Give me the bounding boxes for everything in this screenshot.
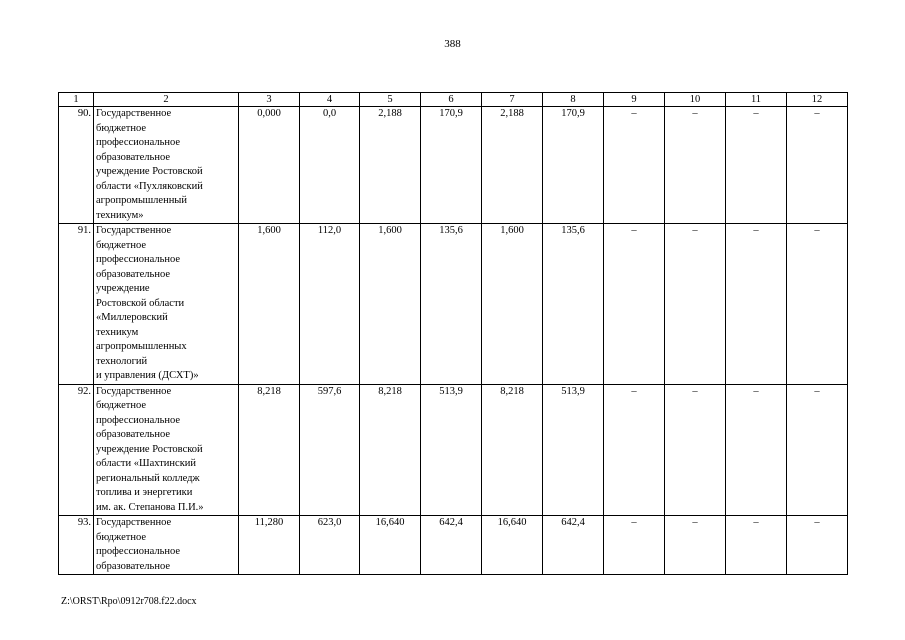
value-cell: 1,600 bbox=[482, 224, 543, 385]
value-cell: – bbox=[726, 224, 787, 385]
value-cell: – bbox=[665, 224, 726, 385]
value-cell: – bbox=[665, 384, 726, 516]
value-cell: – bbox=[665, 107, 726, 224]
value-cell: – bbox=[787, 384, 848, 516]
footer-file-path: Z:\ORST\Rpo\0912r708.f22.docx bbox=[61, 596, 197, 607]
value-cell: 8,218 bbox=[360, 384, 421, 516]
value-cell: 170,9 bbox=[421, 107, 482, 224]
value-cell: 170,9 bbox=[543, 107, 604, 224]
value-cell: 16,640 bbox=[360, 516, 421, 575]
table-row bbox=[59, 107, 848, 224]
value-cell: – bbox=[787, 224, 848, 385]
column-header: 11 bbox=[726, 93, 787, 107]
table-row bbox=[59, 516, 848, 575]
column-header: 7 bbox=[482, 93, 543, 107]
value-cell: 0,0 bbox=[300, 107, 360, 224]
value-cell: – bbox=[726, 384, 787, 516]
row-number: 90. bbox=[59, 107, 94, 224]
value-cell: – bbox=[665, 516, 726, 575]
page-number: 388 bbox=[444, 38, 461, 50]
value-cell: 513,9 bbox=[421, 384, 482, 516]
column-header: 12 bbox=[787, 93, 848, 107]
row-number: 92. bbox=[59, 384, 94, 516]
value-cell: 597,6 bbox=[300, 384, 360, 516]
institution-name: Государственное бюджетное профессиональное образовательное учреждение Ростовской области «Шахтинский региональный колледж топлива и энергетики им. ак. Степанова П.И.» bbox=[94, 384, 239, 516]
value-cell: 1,600 bbox=[239, 224, 300, 385]
value-cell: 8,218 bbox=[239, 384, 300, 516]
table-row bbox=[59, 384, 848, 516]
value-cell: – bbox=[726, 516, 787, 575]
column-header: 8 bbox=[543, 93, 604, 107]
value-cell: 8,218 bbox=[482, 384, 543, 516]
value-cell: – bbox=[787, 516, 848, 575]
value-cell: 135,6 bbox=[421, 224, 482, 385]
value-cell: 11,280 bbox=[239, 516, 300, 575]
value-cell: 642,4 bbox=[543, 516, 604, 575]
value-cell: 112,0 bbox=[300, 224, 360, 385]
column-header: 9 bbox=[604, 93, 665, 107]
column-header: 6 bbox=[421, 93, 482, 107]
table-header-row bbox=[59, 93, 848, 107]
value-cell: – bbox=[726, 107, 787, 224]
value-cell: 1,600 bbox=[360, 224, 421, 385]
column-header: 10 bbox=[665, 93, 726, 107]
value-cell: 16,640 bbox=[482, 516, 543, 575]
value-cell: – bbox=[604, 384, 665, 516]
value-cell: – bbox=[604, 516, 665, 575]
column-header: 1 bbox=[59, 93, 94, 107]
column-header: 2 bbox=[94, 93, 239, 107]
value-cell: 2,188 bbox=[360, 107, 421, 224]
institution-name: Государственное бюджетное профессиональное образовательное учреждение Ростовской области «Миллеровский техникум агропромышленных технологий и управления (ДСХТ)» bbox=[94, 224, 239, 385]
column-header: 4 bbox=[300, 93, 360, 107]
value-cell: 513,9 bbox=[543, 384, 604, 516]
value-cell: – bbox=[604, 224, 665, 385]
value-cell: 642,4 bbox=[421, 516, 482, 575]
institution-name: Государственное бюджетное профессиональное образовательное bbox=[94, 516, 239, 575]
value-cell: 623,0 bbox=[300, 516, 360, 575]
data-table bbox=[58, 92, 848, 575]
column-header: 5 bbox=[360, 93, 421, 107]
value-cell: – bbox=[787, 107, 848, 224]
value-cell: 135,6 bbox=[543, 224, 604, 385]
row-number: 93. bbox=[59, 516, 94, 575]
value-cell: 2,188 bbox=[482, 107, 543, 224]
row-number: 91. bbox=[59, 224, 94, 385]
institution-name: Государственное бюджетное профессиональное образовательное учреждение Ростовской области «Пухляковский агропромышленный техникум» bbox=[94, 107, 239, 224]
table-row bbox=[59, 224, 848, 385]
column-header: 3 bbox=[239, 93, 300, 107]
value-cell: 0,000 bbox=[239, 107, 300, 224]
value-cell: – bbox=[604, 107, 665, 224]
